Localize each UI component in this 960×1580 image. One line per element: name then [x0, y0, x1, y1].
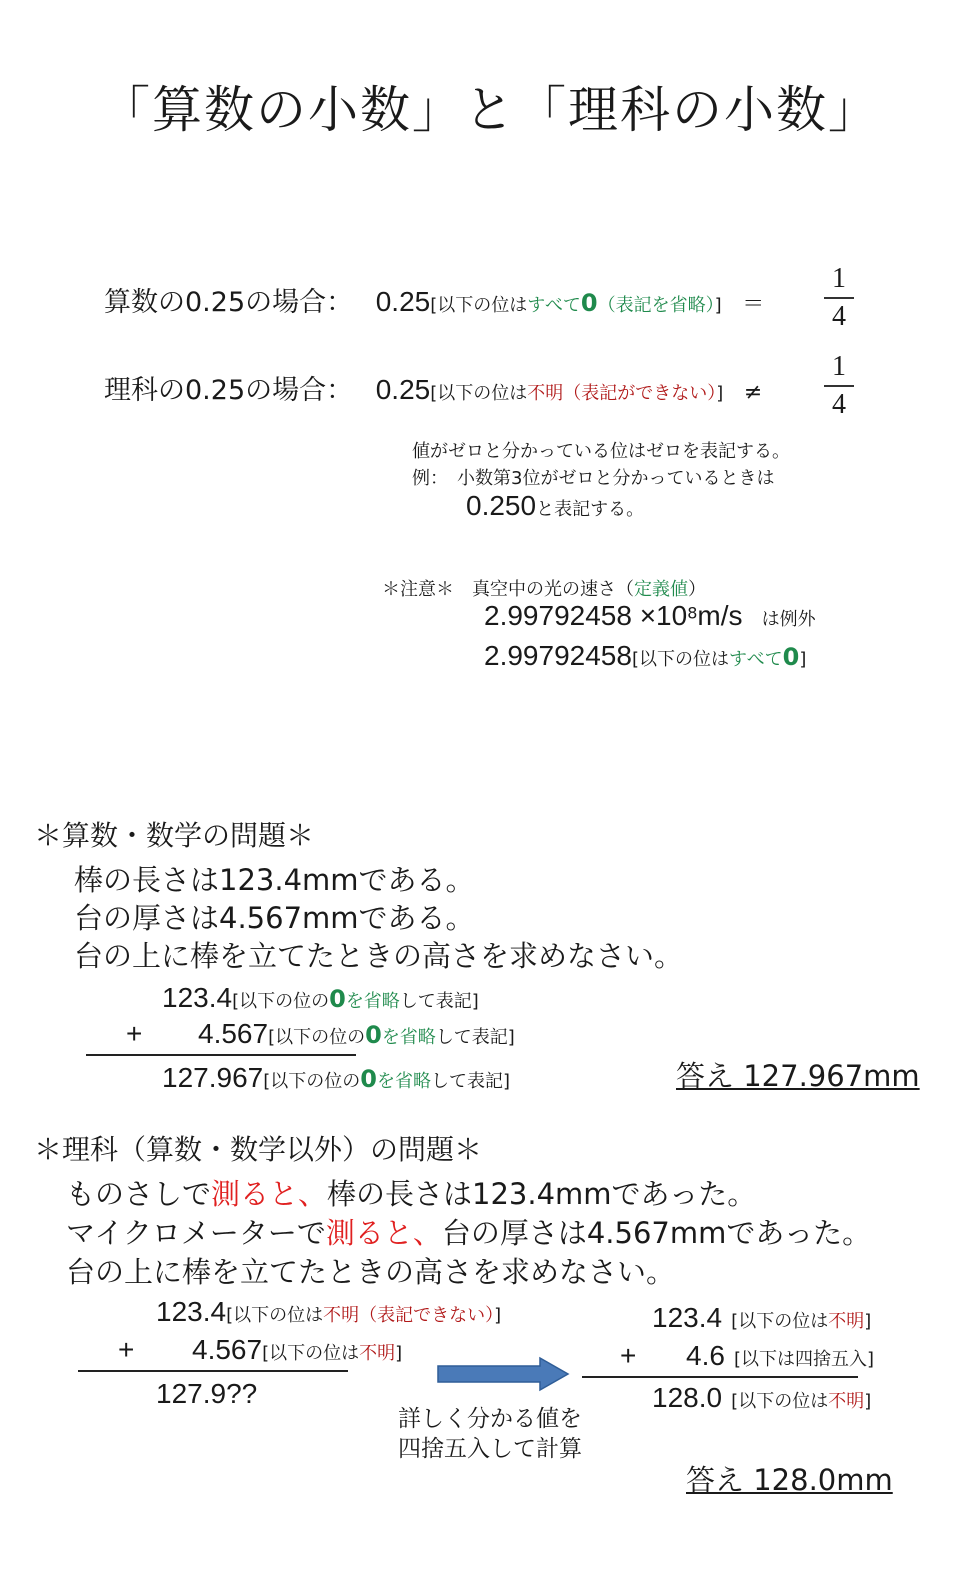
math-problem-line1: 棒の長さは123.4mmである。	[74, 863, 475, 897]
light-speed-note-open: [以下の位は	[631, 649, 729, 670]
note-open: [以下の位は	[731, 1311, 829, 1332]
note-close: して表記]	[435, 1027, 515, 1048]
sci-right-row1-value: 123.4	[652, 1302, 723, 1333]
math-case-note-zero: 0	[580, 289, 598, 317]
sci-left-row2-value: 4.567	[192, 1334, 263, 1365]
math-case-label: 算数の0.25の場合：	[104, 287, 354, 318]
note-unknown: 不明	[828, 1391, 865, 1412]
math-problem-line2: 台の厚さは4.567mmである。	[74, 901, 475, 935]
note-colored: を省略	[345, 991, 400, 1012]
note-close: ]	[494, 1305, 502, 1326]
explain-line2: 例： 小数第3位がゼロと分かっているときは	[412, 468, 775, 489]
sci-case-row	[104, 368, 762, 407]
math-case-note-paren: （表記を省略）	[597, 295, 715, 316]
sci-left-row1-value: 123.4	[156, 1296, 227, 1327]
math-answer: 答え 127.967mm	[676, 1059, 920, 1093]
sci-line2-measure: 測ると、	[325, 1216, 442, 1250]
fraction-denominator: 4	[832, 389, 846, 420]
sci-line2-post: 台の厚さは4.567mmであった。	[441, 1216, 872, 1250]
note-close: して表記]	[430, 1071, 510, 1092]
note-zero: 0	[360, 1065, 377, 1093]
light-speed-exponent: 8	[687, 603, 698, 623]
note-colored: を省略	[376, 1071, 431, 1092]
math-case-fraction	[824, 264, 854, 332]
sci-problem-heading: ＊理科（算数・数学以外）の問題＊	[34, 1133, 483, 1166]
note-close: ]	[395, 1343, 403, 1364]
light-speed-digits: 2.99792458	[484, 640, 632, 671]
caution-label-text: ＊注意＊ 真空中の光の速さ（	[382, 579, 634, 600]
light-speed-note-close: ]	[799, 649, 807, 670]
right-arrow-icon	[436, 1356, 572, 1392]
sci-right-row1	[652, 1302, 871, 1334]
sci-case-value: 0.25	[375, 374, 431, 405]
note-open: [以下の位は	[262, 1343, 360, 1364]
sci-right-row2	[620, 1340, 874, 1372]
note-zero: 0	[329, 985, 346, 1013]
light-speed-exception-note: は例外	[761, 609, 816, 630]
sci-right-sum-value: 128.0	[652, 1382, 723, 1413]
explain-example-value: 0.250	[466, 490, 537, 521]
math-calc-row2	[126, 1018, 515, 1050]
math-problem-heading: ＊算数・数学の問題＊	[34, 819, 315, 852]
arrow-caption-line2: 四捨五入して計算	[398, 1436, 582, 1462]
caution-label-close: ）	[688, 579, 706, 600]
math-sum-line	[86, 1054, 356, 1056]
note-close: ]	[864, 1391, 872, 1412]
sci-right-operator: +	[620, 1340, 637, 1371]
note-unknown: 不明	[359, 1343, 396, 1364]
note-zero: 0	[365, 1021, 382, 1049]
sci-case-label: 理科の0.25の場合：	[104, 375, 354, 406]
note-colored: を省略	[381, 1027, 436, 1048]
sci-right-row2-value: 4.6	[686, 1340, 725, 1371]
light-speed-note-colored: すべて	[728, 649, 783, 670]
math-case-value: 0.25	[375, 286, 431, 317]
sci-line2-pre: マイクロメーターで	[66, 1216, 326, 1250]
sci-line1-pre: ものさしで	[66, 1177, 212, 1211]
fraction-bar	[824, 385, 854, 387]
sci-left-operator: +	[118, 1334, 135, 1365]
note-open: [以下の位は	[226, 1305, 324, 1326]
caution-label	[382, 575, 706, 601]
note-open: [以下の位の	[263, 1071, 361, 1092]
sci-problem-line2	[66, 1211, 871, 1252]
explain-example-rest: と表記する。	[536, 499, 645, 520]
explain-line3	[466, 490, 644, 522]
sci-answer: 答え 128.0mm	[686, 1463, 893, 1497]
math-case-note-close: ]	[714, 295, 722, 316]
math-calc-row1	[162, 982, 479, 1014]
fraction-numerator: 1	[832, 351, 846, 382]
arrow-caption-line1: 詳しく分かる値を	[398, 1406, 582, 1432]
sci-line1-measure: 測ると、	[211, 1177, 328, 1211]
caution-value1	[484, 600, 816, 632]
fraction-numerator: 1	[832, 263, 846, 294]
caution-value2	[484, 640, 806, 672]
note-close: ]	[864, 1311, 872, 1332]
math-case-relation: ＝	[742, 292, 765, 317]
math-problem-line3: 台の上に棒を立てたときの高さを求めなさい。	[74, 939, 684, 973]
math-case-note-open: [以下の位は	[430, 295, 528, 316]
sci-case-fraction	[824, 352, 854, 420]
math-case-row	[104, 280, 764, 319]
note-open: [以下の位は	[731, 1391, 829, 1412]
math-row2-operator: +	[126, 1018, 143, 1049]
fraction-denominator: 4	[832, 301, 846, 332]
sci-problem-line1	[66, 1172, 756, 1213]
sci-left-row1	[156, 1296, 501, 1328]
math-row1-value: 123.4	[162, 982, 233, 1013]
note-unknown: 不明	[828, 1311, 865, 1332]
sci-problem-line3: 台の上に棒を立てたときの高さを求めなさい。	[66, 1255, 676, 1289]
sci-left-row2	[118, 1334, 402, 1366]
sci-case-note-colored: 不明（表記ができない）	[527, 383, 717, 404]
sci-case-note-open: [以下の位は	[430, 383, 528, 404]
math-case-note-colored: すべて	[527, 295, 581, 316]
math-calc-sum	[162, 1062, 510, 1094]
light-speed-value: 2.99792458 ×10	[484, 600, 688, 631]
caution-defined-value: 定義値	[634, 579, 688, 600]
math-sum-value: 127.967	[162, 1062, 264, 1093]
sci-line1-post: 棒の長さは123.4mmであった。	[327, 1177, 757, 1211]
sci-left-sum: 127.9??	[156, 1378, 258, 1409]
note-unknown: 不明（表記できない）	[323, 1305, 495, 1326]
sci-right-sum-line	[582, 1376, 858, 1378]
sci-right-sum	[652, 1382, 871, 1414]
note-close: して表記]	[399, 991, 479, 1012]
explain-line1: 値がゼロと分かっている位はゼロを表記する。	[412, 441, 790, 462]
sci-left-sum-line	[78, 1370, 348, 1372]
sci-case-relation: ≠	[743, 380, 763, 405]
light-speed-unit: m/s	[697, 600, 743, 631]
fraction-bar	[824, 297, 854, 299]
sci-case-note-close: ]	[716, 383, 724, 404]
light-speed-note-zero: 0	[782, 643, 800, 671]
round-note: [以下は四捨五入]	[734, 1349, 875, 1370]
note-open: [以下の位の	[268, 1027, 366, 1048]
note-open: [以下の位の	[232, 991, 330, 1012]
page-title: 「算数の小数」と「理科の小数」	[100, 81, 880, 139]
math-row2-value: 4.567	[198, 1018, 269, 1049]
